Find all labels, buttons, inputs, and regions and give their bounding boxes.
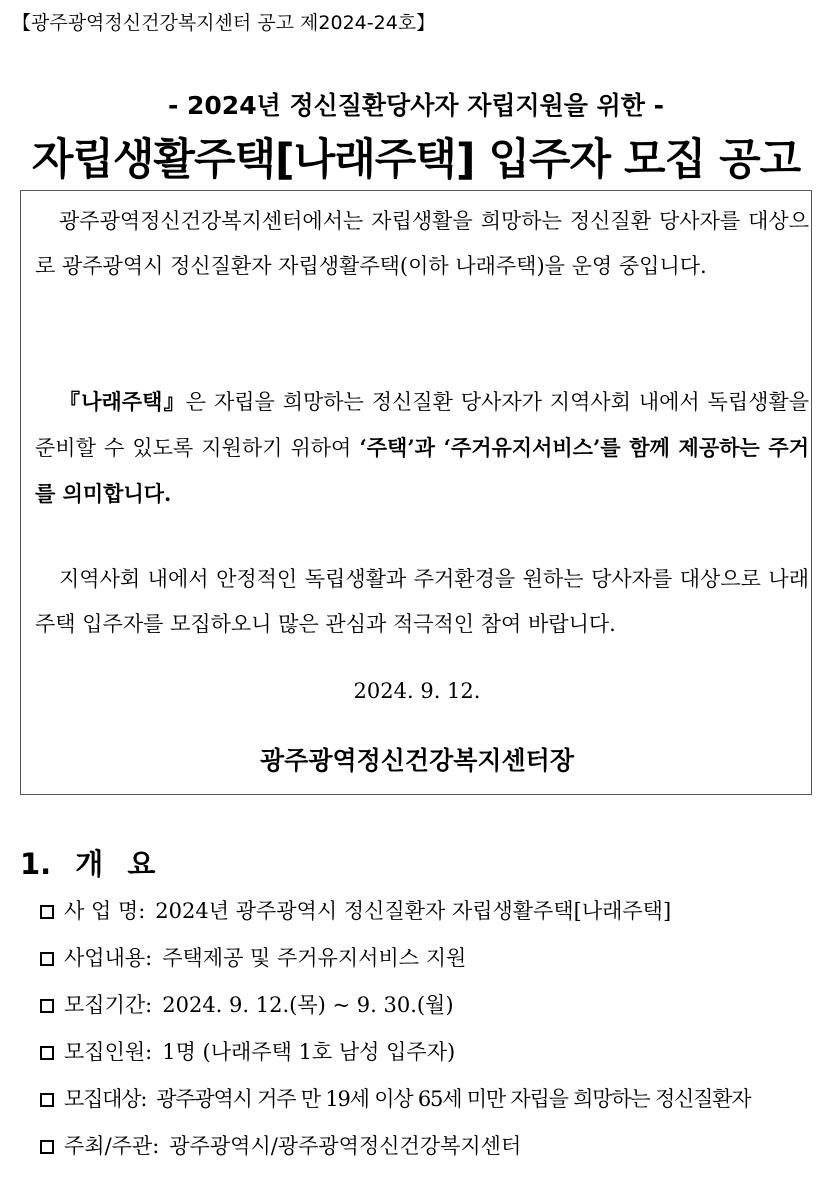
notice-box	[20, 190, 812, 795]
notice-signer: 광주광역정신건강복지센터장	[260, 746, 574, 775]
overview-item-value: 2024. 9. 12.(목) ~ 9. 30.(월)	[162, 993, 454, 1017]
overview-item-label: 모집대상:	[64, 1087, 147, 1111]
overview-item-value: 광주광역시 거주 만 19세 이상 65세 미만 자립을 희망하는 정신질환자	[156, 1087, 751, 1111]
notice-paragraph-2-body: 은 자립을 희망하는 정신질환 당사자가 지역사회 내에서 독립생활을 준비할 수 있도록 지원하기 위하여	[35, 390, 809, 460]
program-name: 『나래주택』	[59, 389, 186, 414]
checkbox-bullet-icon	[40, 905, 54, 919]
notice-date: 2024. 9. 12.	[353, 679, 481, 703]
page-title: 자립생활주택[나래주택] 입주자 모집 공고	[31, 135, 801, 185]
overview-item-label: 모집인원:	[64, 1040, 153, 1064]
overview-item	[40, 982, 820, 1029]
overview-item	[40, 888, 820, 935]
overview-item-label: 주최/주관:	[64, 1134, 160, 1158]
overview-item-value: 광주광역시/광주광역정신건강복지센터	[169, 1134, 522, 1158]
checkbox-bullet-icon	[40, 1093, 54, 1107]
overview-item	[40, 1029, 820, 1076]
checkbox-bullet-icon	[40, 1046, 54, 1060]
checkbox-bullet-icon	[40, 952, 54, 966]
overview-item	[40, 1076, 820, 1123]
page-subtitle: - 2024년 정신질환당사자 자립지원을 위한 -	[167, 91, 665, 120]
notice-paragraph-2-emphasis: ‘주택’과 ‘주거유지서비스’를 함께 제공하는 주거를 의미합니다.	[35, 435, 809, 506]
overview-item-value: 2024년 광주광역시 정신질환자 자립생활주택[나래주택]	[155, 899, 672, 923]
overview-list	[40, 888, 820, 1170]
notice-paragraph-1: 광주광역정신건강복지센터에서는 자립생활을 희망하는 정신질환 당사자를 대상으로 광주광역시 정신질환자 자립생활주택(이하 나래주택)을 운영 중입니다.	[35, 209, 809, 278]
checkbox-bullet-icon	[40, 999, 54, 1013]
overview-item-label: 모집기간:	[64, 993, 153, 1017]
overview-item-value: 1명 (나래주택 1호 남성 입주자)	[162, 1040, 456, 1064]
overview-item-value: 주택제공 및 주거유지서비스 지원	[162, 946, 467, 970]
checkbox-bullet-icon	[40, 1140, 54, 1154]
overview-item	[40, 935, 820, 982]
notice-paragraph-2	[35, 379, 809, 517]
section-title-overview: 1. 개 요	[20, 847, 156, 881]
overview-item-label: 사 업 명:	[64, 899, 146, 923]
notice-paragraph-3: 지역사회 내에서 안정적인 독립생활과 주거환경을 원하는 당사자를 대상으로 나래주택 입주자를 모집하오니 많은 관심과 적극적인 참여 바랍니다.	[35, 567, 809, 636]
overview-item	[40, 1123, 820, 1170]
overview-item-label: 사업내용:	[64, 946, 153, 970]
notice-number: 【광주광역정신건강복지센터 공고 제2024-24호】	[12, 12, 436, 34]
